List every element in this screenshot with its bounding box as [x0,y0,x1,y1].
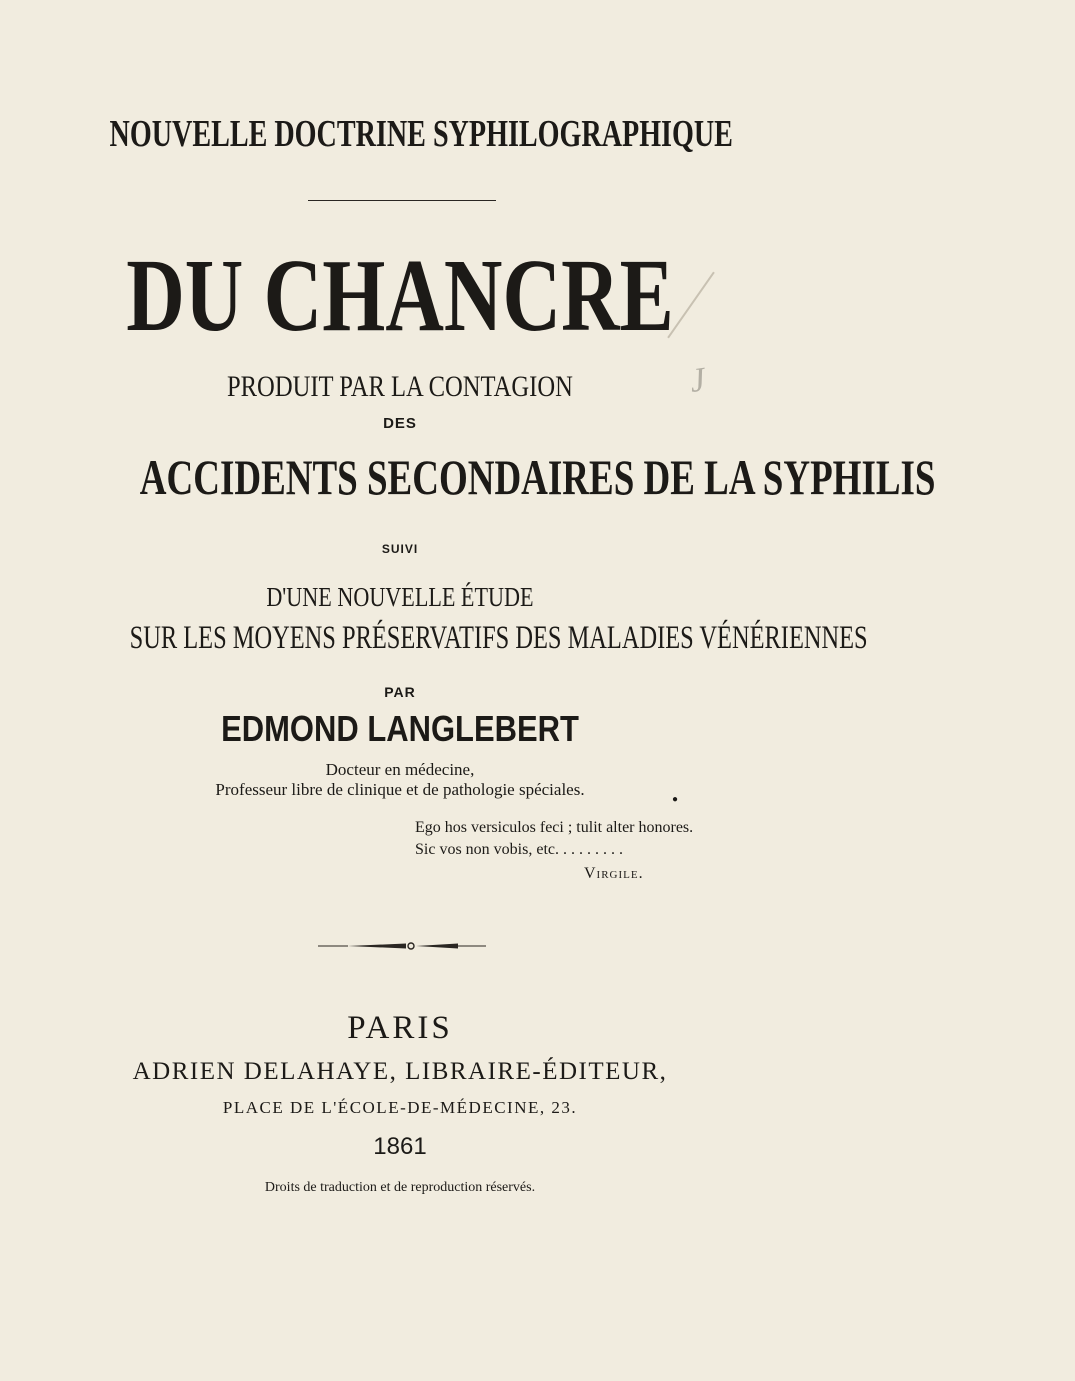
epigraph-attribution: Virgile. [584,865,644,882]
epigraph-line-2: Sic vos non vobis, etc. . . . . . . . . [415,841,623,858]
subtitle-suivi: SUIVI [381,542,419,556]
imprint-address: PLACE DE L'ÉCOLE-DE-MÉDECINE, 23. [222,1098,578,1117]
subtitle-des: DES [383,415,417,432]
main-title: DU CHANCRE [126,238,674,353]
imprint-publisher: ADRIEN DELAHAYE, LIBRAIRE-ÉDITEUR, [132,1058,668,1085]
ornament-divider [318,940,486,952]
rights-notice: Droits de traduction et de reproduction réservés. [264,1180,536,1195]
subtitle-etude: D'UNE NOUVELLE ÉTUDE [266,582,534,612]
epigraph-line-1: Ego hos versiculos feci ; tulit alter honores. [415,819,694,836]
imprint-year: 1861 [373,1133,427,1160]
series-title: NOUVELLE DOCTRINE SYPHILOGRAPHIQUE [109,113,733,155]
subtitle-produit: PRODUIT PAR LA CONTAGION [227,370,573,403]
title-rule [308,200,496,201]
author-qualification-1: Docteur en médecine, [325,760,475,779]
imprint-city: PARIS [347,1010,453,1046]
subtitle-accidents: ACCIDENTS SECONDAIRES DE LA SYPHILIS [139,449,936,505]
manuscript-note: J [687,361,708,400]
author-name: EDMOND LANGLEBERT [221,708,579,749]
author-qualification-2: Professeur libre de clinique et de pathologie spéciales. [215,780,585,799]
subtitle-moyens: SUR LES MOYENS PRÉSERVATIFS DES MALADIES VÉNÉRIENNES [129,620,868,656]
by-label: PAR [384,684,416,700]
bullet-mark: ● [672,794,679,805]
